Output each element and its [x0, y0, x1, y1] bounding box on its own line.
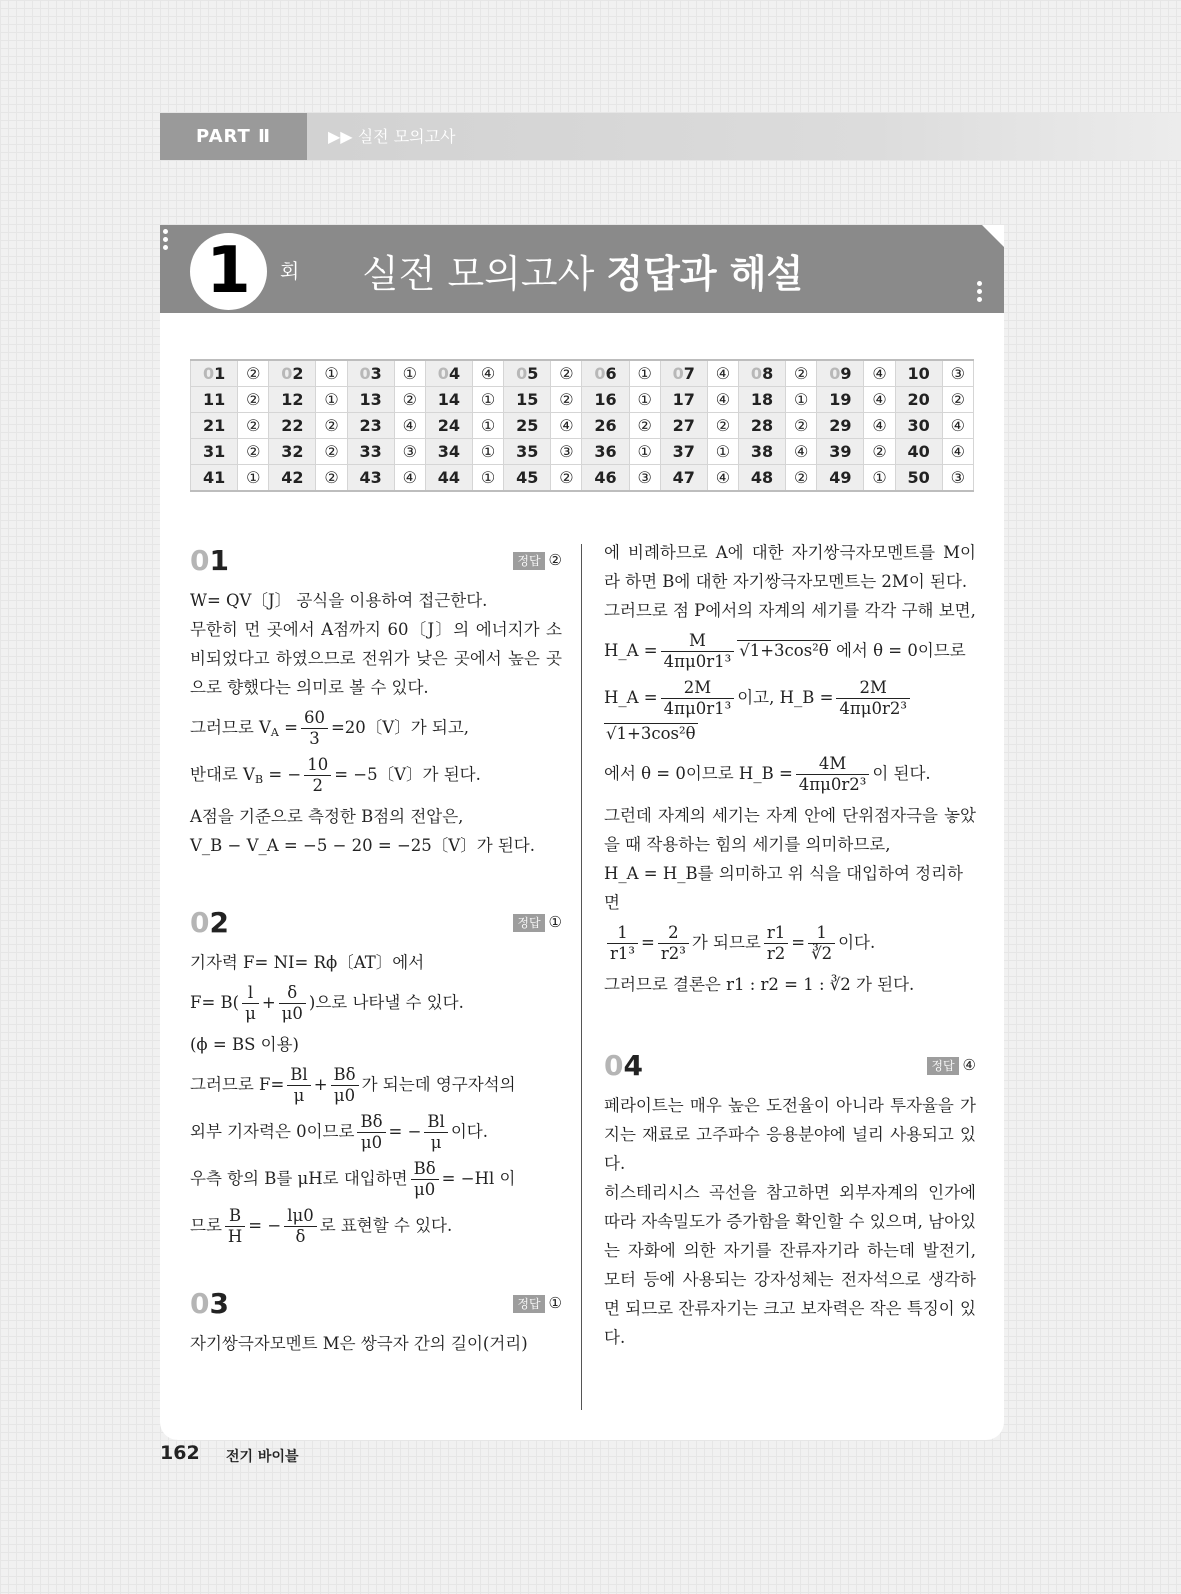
- question-number-cell: 02: [269, 360, 316, 387]
- page-title: 실전 모의고사 정답과 해설: [362, 252, 804, 296]
- question-number-cell: 47: [660, 465, 707, 492]
- answer-row: [191, 387, 974, 413]
- answer-cell: ④: [864, 413, 895, 439]
- answer-cell: ④: [942, 439, 973, 465]
- answer-cell: ②: [238, 413, 269, 439]
- text-paragraph: 무한히 먼 곳에서 A점까지 60〔J〕의 에너지가 소비되었다고 하였으므로 전위가 낮은 곳에서 높은 곳으로 향했다는 의미로 볼 수 있다.: [190, 620, 562, 697]
- equation: H_A = $\frac{2M}{\text{4πμ0r1³}}$ 이고, H_B = $\frac{2M}{\text{4πμ0r2³}}$ √1+3cos²θ: [604, 678, 976, 748]
- text-line: A점을 기준으로 측정한 B점의 전압은,: [190, 807, 464, 826]
- left-column: [190, 540, 562, 1358]
- text-paragraph: 히스테리시스 곡선을 참고하면 외부자계의 인가에 따라 자속밀도가 증가함을 확인할 수 있으며, 남아있는 자화에 의한 자기를 잔류자기라 하는데 발전기, 모터 등에 사용되는 강자성체는 전자석으로 생각하면 되므로 잔류자기는 크고 보자력은 작은 특징이 있다.: [604, 1183, 976, 1347]
- equation: 우측 항의 B를 μH로 대입하면 $\frac{B\delta}{\mu 0}$ = −Hl 이: [190, 1159, 516, 1199]
- answer-badge: 정답 ④: [927, 1055, 976, 1075]
- answer-cell: ③: [942, 465, 973, 492]
- answer-cell: ②: [394, 387, 425, 413]
- question-number: 03: [190, 1287, 229, 1320]
- equation: 반대로 $V_B$ = − $\frac{10}{2}$ = −5〔V〕가 된다.: [190, 755, 481, 795]
- question-number-cell: 30: [895, 413, 942, 439]
- question-number-cell: 45: [504, 465, 551, 492]
- question-number-cell: 31: [191, 439, 238, 465]
- equation: 에서 θ = 0이므로 H_B = $\frac{4M}{\text{4πμ0r2³}}$ 이 된다.: [604, 754, 931, 794]
- answer-cell: ②: [864, 439, 895, 465]
- answer-cell: ②: [238, 387, 269, 413]
- answer-cell: ②: [786, 465, 817, 492]
- question-number: 02: [190, 906, 229, 939]
- text-line: 자기쌍극자모멘트 M은 쌍극자 간의 길이(거리): [190, 1334, 528, 1353]
- dots-decoration-right: [977, 281, 983, 305]
- answer-row: [191, 465, 974, 492]
- question-number-cell: 06: [582, 360, 629, 387]
- question-number-cell: 11: [191, 387, 238, 413]
- question-number-cell: 07: [660, 360, 707, 387]
- round-number: 1: [190, 233, 267, 310]
- answer-cell: ①: [316, 360, 347, 387]
- question-number-cell: 35: [504, 439, 551, 465]
- answer-cell: ①: [629, 360, 660, 387]
- question-number-cell: 05: [504, 360, 551, 387]
- question-number-cell: 18: [738, 387, 785, 413]
- answer-cell: ②: [316, 439, 347, 465]
- question-number-cell: 04: [425, 360, 472, 387]
- question-number-cell: 08: [738, 360, 785, 387]
- answer-cell: ①: [473, 439, 504, 465]
- answer-cell: ④: [786, 439, 817, 465]
- answer-cell: ①: [786, 387, 817, 413]
- question-number-cell: 22: [269, 413, 316, 439]
- question-number-cell: 09: [817, 360, 864, 387]
- question-number-cell: 14: [425, 387, 472, 413]
- answer-cell: ②: [551, 360, 582, 387]
- answer-cell: ②: [238, 360, 269, 387]
- answer-cell: ②: [786, 413, 817, 439]
- answer-cell: ①: [473, 413, 504, 439]
- answer-cell: ①: [864, 465, 895, 492]
- text-paragraph: 그런데 자계의 세기는 자계 안에 단위점자극을 놓았을 때 작용하는 힘의 세기를 의미하므로,: [604, 806, 976, 854]
- text-paragraph: 그러므로 점 P에서의 자계의 세기를 각각 구해 보면,: [604, 601, 976, 620]
- question-number-cell: 25: [504, 413, 551, 439]
- answer-cell: ②: [942, 387, 973, 413]
- text-line: W= QV〔J〕 공식을 이용하여 접근한다.: [190, 591, 488, 610]
- answer-row: [191, 413, 974, 439]
- answer-cell: ④: [707, 465, 738, 492]
- question-number-cell: 26: [582, 413, 629, 439]
- answer-cell: ①: [629, 439, 660, 465]
- answer-cell: ④: [864, 387, 895, 413]
- answer-cell: ②: [316, 413, 347, 439]
- equation: 그러므로 F= $\frac{Bl}{\mu}$ + $\frac{B\delta}{\mu 0}$ 가 되는데 영구자석의: [190, 1065, 516, 1105]
- question-number-cell: 24: [425, 413, 472, 439]
- question-number-cell: 20: [895, 387, 942, 413]
- answer-row: [191, 439, 974, 465]
- question-number-cell: 43: [347, 465, 394, 492]
- answer-badge: 정답 ①: [513, 912, 562, 932]
- answer-badge: 정답 ②: [513, 550, 562, 570]
- answer-cell: ③: [394, 439, 425, 465]
- answer-cell: ②: [551, 465, 582, 492]
- question-number-cell: 42: [269, 465, 316, 492]
- question-number-cell: 33: [347, 439, 394, 465]
- answer-cell: ①: [238, 465, 269, 492]
- question-number-cell: 27: [660, 413, 707, 439]
- answer-cell: ④: [473, 360, 504, 387]
- question-number-cell: 01: [191, 360, 238, 387]
- answer-cell: ①: [707, 439, 738, 465]
- answer-cell: ④: [942, 413, 973, 439]
- question-number-cell: 21: [191, 413, 238, 439]
- answer-cell: ①: [629, 387, 660, 413]
- page-number: 162: [160, 1442, 200, 1464]
- answer-cell: ①: [473, 387, 504, 413]
- part-header-bar: [160, 113, 1181, 160]
- answer-cell: ③: [942, 360, 973, 387]
- answer-cell: ④: [864, 360, 895, 387]
- answer-cell: ①: [394, 360, 425, 387]
- question-number-cell: 46: [582, 465, 629, 492]
- question-number-cell: 10: [895, 360, 942, 387]
- text-paragraph: 에 비례하므로 A에 대한 자기쌍극자모멘트를 M이라 하면 B에 대한 자기쌍극자모멘트는 2M이 된다.: [604, 543, 976, 591]
- text-line: 그러므로 결론은 r1 : r2 = 1 : ∛2 가 된다.: [604, 975, 915, 994]
- answer-cell: ③: [629, 465, 660, 492]
- text-line: (ϕ = BS 이용): [190, 1035, 299, 1054]
- equation: 그러므로 $V_A$ = $\frac{60}{3}$ =20〔V〕가 되고,: [190, 708, 469, 748]
- equation: 외부 기자력은 0이므로 $\frac{B\delta}{\mu 0}$ = − $\frac{Bl}{\mu}$ 이다.: [190, 1112, 488, 1152]
- answer-cell: ①: [316, 387, 347, 413]
- question-number-cell: 49: [817, 465, 864, 492]
- answer-cell: ④: [551, 413, 582, 439]
- answer-cell: ④: [707, 387, 738, 413]
- text-line: 기자력 F= NI= Rϕ〔AT〕에서: [190, 953, 425, 972]
- question-header-03: [190, 1283, 562, 1325]
- question-number-cell: 36: [582, 439, 629, 465]
- answer-cell: ②: [786, 360, 817, 387]
- answer-row: [191, 360, 974, 387]
- answer-cell: ②: [551, 387, 582, 413]
- equation: $\frac{1}{\text{r1³}}$ = $\frac{2}{\text{r2³}}$ 가 되므로 $\frac{r1}{r2}$ = $\frac{1}{∛2}$ 이다.: [604, 923, 976, 964]
- question-number-cell: 44: [425, 465, 472, 492]
- right-column: [604, 538, 976, 1352]
- question-header-01: [190, 540, 562, 582]
- question-number-cell: 34: [425, 439, 472, 465]
- question-number-cell: 15: [504, 387, 551, 413]
- question-number-cell: 12: [269, 387, 316, 413]
- equation: 므로 $\frac{B}{H}$ = − $\frac{l\mu 0}{\delta}$ 로 표현할 수 있다.: [190, 1206, 453, 1246]
- book-title: 전기 바이블: [226, 1449, 299, 1465]
- part-label: PART Ⅱ: [160, 113, 307, 160]
- question-number-cell: 41: [191, 465, 238, 492]
- answer-cell: ④: [394, 413, 425, 439]
- section-label: ▶▶ 실전 모의고사: [328, 127, 456, 146]
- answer-cell: ④: [394, 465, 425, 492]
- answer-cell: ②: [316, 465, 347, 492]
- answer-cell: ②: [629, 413, 660, 439]
- question-number: 01: [190, 544, 229, 577]
- round-suffix: 회: [280, 259, 300, 283]
- question-number-cell: 23: [347, 413, 394, 439]
- text-paragraph: 페라이트는 매우 높은 도전율이 아니라 투자율을 가지는 재료로 고주파수 응용분야에 널리 사용되고 있다.: [604, 1096, 976, 1173]
- question-number-cell: 38: [738, 439, 785, 465]
- question-number-cell: 39: [817, 439, 864, 465]
- equation: H_A = $\frac{M}{\text{4πμ0r1³}}$ √1+3cos²θ 에서 θ = 0이므로: [604, 631, 966, 671]
- question-number-cell: 48: [738, 465, 785, 492]
- answer-cell: ④: [707, 360, 738, 387]
- answer-badge: 정답 ①: [513, 1293, 562, 1313]
- column-divider: [581, 544, 582, 1410]
- text-line: H_A = H_B를 의미하고 위 식을 대입하여 정리하면: [604, 864, 963, 912]
- question-number-cell: 32: [269, 439, 316, 465]
- question-number-cell: 03: [347, 360, 394, 387]
- question-number-cell: 37: [660, 439, 707, 465]
- answer-cell: ①: [473, 465, 504, 492]
- answer-table: [190, 359, 974, 492]
- answer-cell: ②: [238, 439, 269, 465]
- question-number: 04: [604, 1049, 643, 1082]
- question-number-cell: 13: [347, 387, 394, 413]
- answer-cell: ③: [551, 439, 582, 465]
- question-header-02: [190, 902, 562, 944]
- question-header-04: [604, 1045, 976, 1087]
- dots-decoration-left: [163, 229, 169, 253]
- question-number-cell: 29: [817, 413, 864, 439]
- question-number-cell: 40: [895, 439, 942, 465]
- text-line: V_B − V_A = −5 − 20 = −25〔V〕가 된다.: [190, 836, 535, 855]
- question-number-cell: 17: [660, 387, 707, 413]
- equation: F= B( $\frac{l}{\mu}$ + $\frac{\delta}{\mu 0}$ )으로 나타낼 수 있다.: [190, 983, 464, 1023]
- question-number-cell: 16: [582, 387, 629, 413]
- question-number-cell: 50: [895, 465, 942, 492]
- question-number-cell: 28: [738, 413, 785, 439]
- question-number-cell: 19: [817, 387, 864, 413]
- answer-cell: ②: [707, 413, 738, 439]
